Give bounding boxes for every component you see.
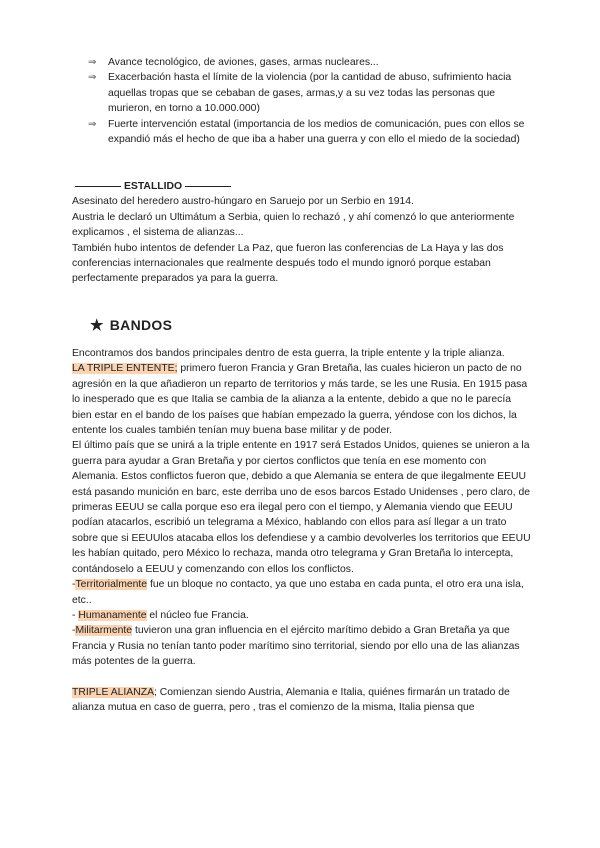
estallido-line: También hubo intentos de defender La Paz, que fueron las conferencias de La Haya y las dos conferencias internacionales que realmente después todo el mundo ignoró porque estaban perfectamente preparados ya para la guerra. — [72, 242, 504, 285]
estallido-section — [72, 179, 532, 287]
bandos-intro: Encontramos dos bandos principales dentro de esta guerra, la triple entente y la triple alianza. — [72, 348, 505, 359]
arrow-right-icon: ⇒ — [88, 72, 97, 84]
triple-alianza-paragraph: TRIPLE ALIANZA; Comienzan siendo Austria, Alemania e Italia, quiénes firmarán un tratado de alianza mutua en caso de guerra, pero , tras el comienzo de la misma, Italia piensa que — [72, 686, 510, 713]
arrow-right-icon: ⇒ — [88, 118, 97, 130]
bandos-section — [72, 346, 532, 715]
humana-paragraph: - Humanamente el núcleo fue Francia. — [72, 609, 249, 621]
star-icon: ★ — [90, 317, 104, 334]
humana-label: Humanamente — [78, 609, 147, 621]
triple-entente-label: LA TRIPLE ENTENTE; — [72, 363, 178, 375]
militar-paragraph: -Militarmente tuvieron una gran influencia en el ejército marítimo debido a Gran Bretaña ya que Francia y Rusia no tenían tanto poder marítimo sino territorial, siendo por ello una de las alianzas más potentes de la guerra. — [72, 625, 520, 668]
triple-alianza-label: TRIPLE ALIANZA — [72, 686, 154, 698]
bandos-heading: ★ BANDOS — [90, 317, 173, 334]
territorial-label: Territorialmente — [75, 579, 148, 591]
estallido-line: Asesinato del heredero austro-húngaro en Saruejo por un Serbio en 1914. — [72, 196, 414, 208]
heading-rule-right — [185, 186, 231, 187]
estallido-line: Austria le declaró un Ultimátum a Serbia, quien lo rechazó , y ahí comenzó lo que anteriormente explicamos , el sistema de alianzas... — [72, 211, 515, 239]
bullet-item: ⇒ Avance tecnológico, de aviones, gases, armas nucleares... — [88, 55, 528, 70]
triple-entente-paragraph: LA TRIPLE ENTENTE; primero fueron Francia y Gran Bretaña, las cuales hicieron un pacto de no agresión en la que añadieron un reparto de territorios y más tarde, se les une Rusia. En 1915 pasa lo inesperado que es que Italia se cambia de la alianza a la entente, debido a que no le parecía bien estar en el bando de los países que habían empezado la guerra, yéndose con los dichos, la entente los cuales también tenían muy buena base militar y de poder. — [72, 363, 528, 437]
militar-label: Militarmente — [75, 625, 133, 637]
estallido-heading: ESTALLIDO — [72, 179, 532, 194]
bullet-item: ⇒ Exacerbación hasta el límite de la violencia (por la cantidad de abuso, sufrimiento hacia aquellas tropas que se cebaban de gases, armas,y a su vez todas las personas que murieron, en torno a 10.000.000) — [88, 72, 512, 115]
bullet-item: ⇒ Fuerte intervención estatal (importancia de los medios de comunicación, pues con ellos se expandió más el hecho de que iba a haber una guerra y con ello el miedo de la sociedad) — [88, 118, 525, 146]
bullet-list — [88, 55, 528, 147]
territorial-paragraph: -Territorialmente fue un bloque no contacto, ya que uno estaba en cada punta, el otro era una isla, etc.. — [72, 579, 524, 606]
arrow-right-icon: ⇒ — [88, 57, 97, 68]
heading-rule-left — [75, 186, 121, 187]
eeuu-paragraph: El último país que se unirá a la triple entente en 1917 será Estados Unidos, quienes se unieron a la guerra para ayudar a Gran Bretaña y por ciertos conflictos que tenía en ese momento con Alemania. Estos conflictos fueron que, debido a que Alemania se entera de que ilegalmente EEUU está pasando munición en barc, este derriba uno de esos barcos Estado Unidenses , pero claro, de primeras EEUU se calla porque eso era ilegal pero con el tiempo, y Alemania viendo que EEUU podían atacarlos, escribió un telegrama a México, hablando con ellos para así llegar a un trato sobre que si EEUUlos atacaba ellos los defendiese y a cambio devolverles los territorios que EEUU les habían quitado, pero México lo rechaza, manda otro telegrama y Gran Bretaña lo intercepta, contándoselo a EEUU y comenzando con ellos los conflictos. — [72, 440, 531, 575]
